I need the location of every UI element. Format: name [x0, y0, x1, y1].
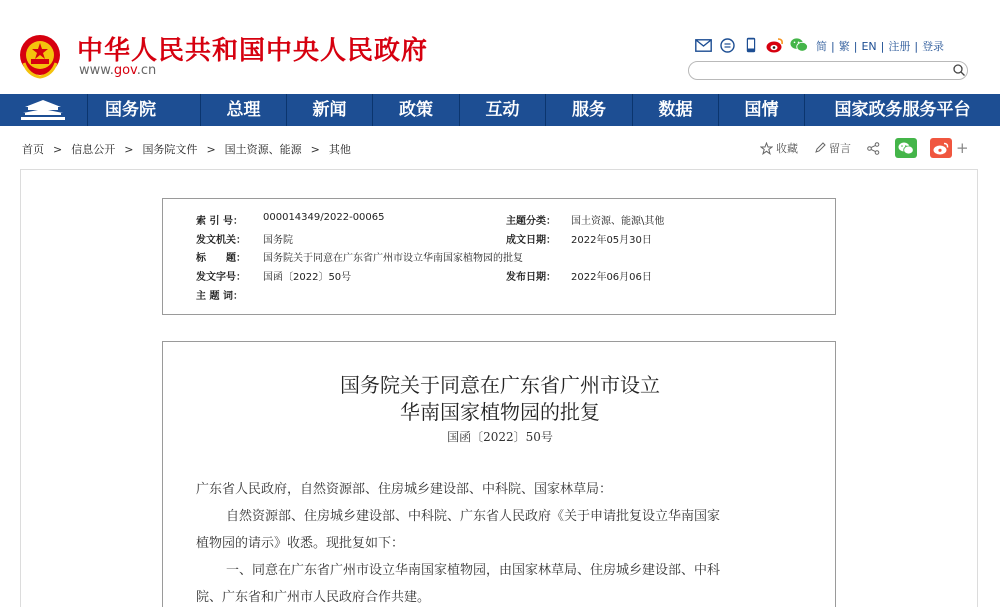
breadcrumb-separator: > [124, 143, 134, 156]
comment-label: 留言 [829, 142, 851, 155]
lang-english-link[interactable]: EN [861, 39, 877, 53]
share-icon [867, 142, 880, 155]
index-value: 000014349/2022-00065 [263, 212, 385, 223]
site-header [0, 0, 1000, 94]
keywords-label: 主 题 词： [196, 291, 243, 302]
more-share-button[interactable]: + [956, 139, 969, 157]
wechat-icon [898, 142, 914, 155]
favorite-button[interactable] [760, 140, 798, 156]
domain-mid: gov [113, 63, 137, 78]
site-name[interactable]: 中华人民共和国中央人民政府 [77, 36, 429, 66]
doc-number-value: 国函〔2022〕50号 [263, 272, 352, 283]
divider: | [880, 39, 885, 53]
favorite-label: 收藏 [776, 142, 798, 155]
publish-date-label: 发布日期： [506, 272, 556, 283]
tool-icons [694, 36, 808, 54]
mobile-icon[interactable] [742, 36, 760, 54]
nav-item-premier[interactable]: 总理 [200, 94, 286, 126]
breadcrumb [22, 141, 351, 157]
breadcrumb-home[interactable]: 首页 [22, 143, 44, 156]
document-paragraph: 一、同意在广东省广州市设立华南国家植物园，由国家林草局、住房城乡建设部、中科 [226, 563, 721, 578]
lang-simplified-link[interactable]: 简 [816, 40, 827, 53]
category-label: 主题分类： [506, 216, 556, 227]
document-paragraph: 院、广东省和广州市人民政府合作共建。 [196, 590, 431, 605]
domain-suffix: .cn [136, 63, 157, 78]
tiananmen-icon [21, 99, 65, 121]
divider: | [853, 39, 858, 53]
document-paragraph: 广东省人民政府，自然资源部、住房城乡建设部、中科院、国家林草局： [196, 482, 613, 497]
document-paragraph: 植物园的请示》收悉。现批复如下： [196, 536, 405, 551]
divider: | [831, 39, 835, 53]
national-emblem-icon[interactable] [18, 33, 62, 79]
document-title-line2: 华南国家植物园的批复 [400, 400, 600, 424]
doc-number-label: 发文字号： [196, 272, 246, 283]
divider: | [914, 39, 919, 53]
share-bar [760, 138, 969, 158]
nav-item-national-info[interactable]: 国情 [718, 94, 804, 126]
wechat-share-button[interactable] [895, 138, 917, 158]
category-value: 国土资源、能源\其他 [571, 216, 665, 227]
document-number: 国函〔2022〕50号 [447, 430, 553, 444]
comment-button[interactable] [814, 140, 851, 156]
breadcrumb-separator: > [53, 143, 63, 156]
lang-traditional-link[interactable]: 繁 [838, 40, 850, 53]
date-written-value: 2022年05月30日 [571, 235, 652, 246]
nav-home-button[interactable] [0, 94, 86, 126]
issuer-value: 国务院 [263, 235, 293, 246]
breadcrumb-state-docs[interactable]: 国务院文件 [142, 143, 198, 156]
mail-icon[interactable] [694, 36, 712, 54]
breadcrumb-land-energy[interactable]: 国土资源、能源 [224, 143, 302, 156]
top-links [816, 38, 944, 54]
star-icon [760, 142, 773, 155]
weibo-icon [933, 142, 949, 155]
message-icon[interactable] [718, 36, 736, 54]
breadcrumb-separator: > [310, 143, 320, 156]
login-link[interactable]: 登录 [922, 40, 945, 53]
search-box [688, 61, 968, 80]
nav-item-data[interactable]: 数据 [632, 94, 718, 126]
wechat-icon[interactable] [790, 36, 808, 54]
site-domain [79, 63, 156, 78]
search-input[interactable] [699, 63, 939, 78]
nav-item-news[interactable]: 新闻 [286, 94, 372, 126]
pencil-icon [814, 142, 826, 154]
issuer-label: 发文机关： [196, 235, 246, 246]
index-label: 索 引 号： [196, 216, 243, 227]
search-icon[interactable] [952, 63, 966, 77]
nav-item-state-council[interactable]: 国务院 [87, 94, 173, 126]
register-link[interactable]: 注册 [888, 40, 911, 53]
breadcrumb-other[interactable]: 其他 [328, 143, 351, 156]
document-title-line1: 国务院关于同意在广东省广州市设立 [340, 373, 660, 397]
nav-item-interaction[interactable]: 互动 [459, 94, 545, 126]
nav-item-services[interactable]: 服务 [545, 94, 632, 126]
publish-date-value: 2022年06月06日 [571, 272, 652, 283]
nav-item-service-platform[interactable]: 国家政务服务平台 [804, 94, 1000, 126]
main-nav [0, 94, 1000, 126]
breadcrumb-info-public[interactable]: 信息公开 [71, 143, 116, 156]
weibo-icon[interactable] [766, 36, 784, 54]
nav-item-policy[interactable]: 政策 [372, 94, 459, 126]
title-label: 标 题： [196, 253, 246, 264]
date-written-label: 成文日期： [506, 235, 556, 246]
breadcrumb-separator: > [206, 143, 216, 156]
domain-prefix: www. [79, 63, 114, 78]
share-button[interactable] [867, 142, 883, 155]
document-paragraph: 自然资源部、住房城乡建设部、中科院、广东省人民政府《关于申请批复设立华南国家 [226, 509, 721, 524]
title-value: 国务院关于同意在广东省广州市设立华南国家植物园的批复 [263, 253, 523, 264]
weibo-share-button[interactable] [930, 138, 952, 158]
